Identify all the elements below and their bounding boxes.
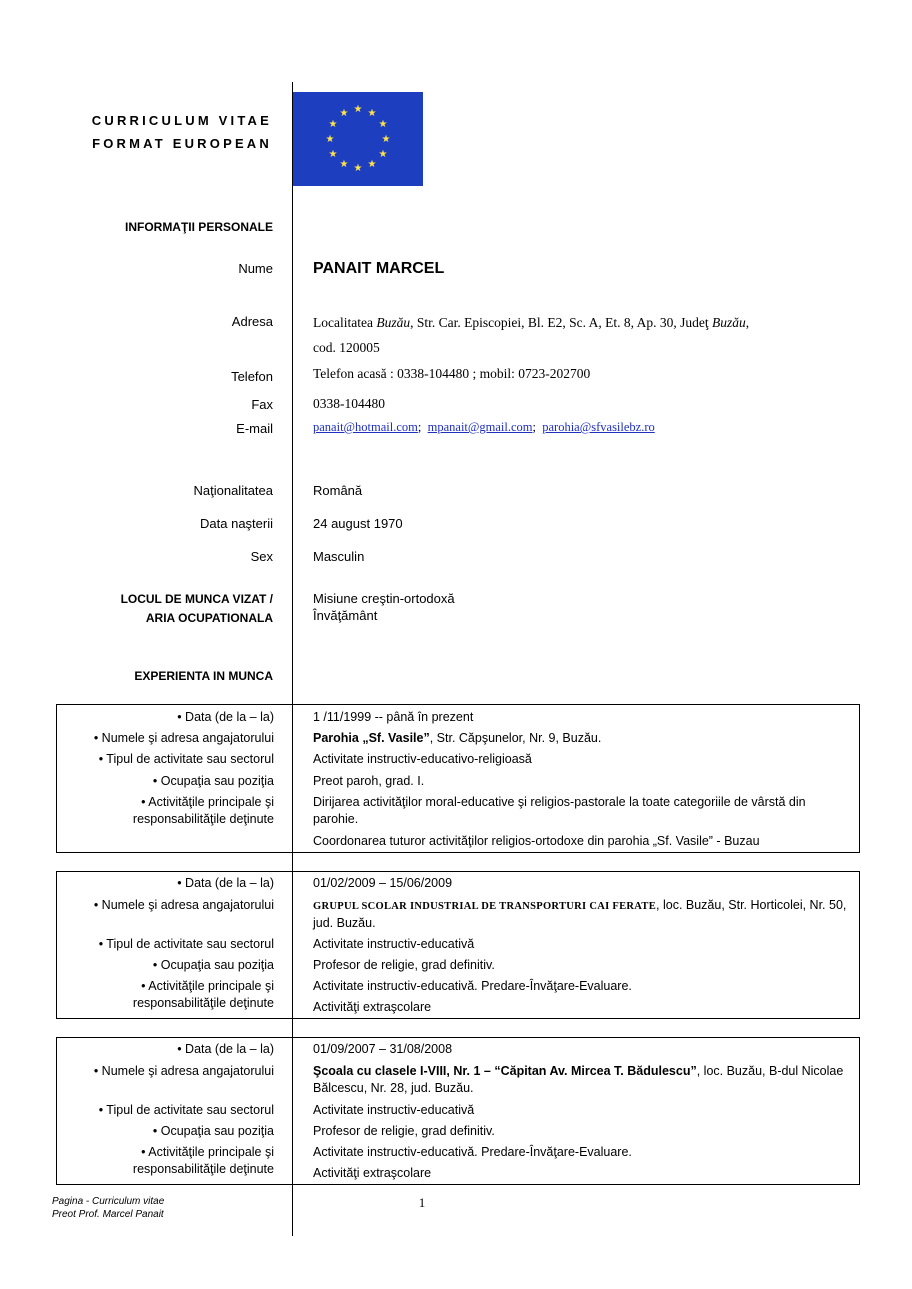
position-label: • Ocupaţia sau poziţia bbox=[152, 774, 274, 788]
fax-label: Fax bbox=[251, 397, 273, 412]
date-value: 01/09/2007 – 31/08/2008 bbox=[313, 1042, 453, 1056]
date-value: 1 /11/1999 -- până în prezent bbox=[313, 710, 474, 724]
svg-text:★: ★ bbox=[325, 134, 335, 145]
position-label: • Ocupaţia sau poziţia bbox=[152, 1124, 274, 1138]
email-label: E-mail bbox=[236, 421, 273, 436]
position-value: Preot paroh, grad. I. bbox=[313, 774, 425, 788]
nationality-value: Română bbox=[313, 483, 363, 498]
responsibilities-label: • Activităţile principale şi responsabilităţile deţinute bbox=[132, 1145, 274, 1176]
email-link-3[interactable]: parohia@sfvasilebz.ro bbox=[542, 420, 655, 434]
address-label: Adresa bbox=[231, 314, 273, 329]
eu-flag-logo bbox=[293, 92, 423, 186]
page-number: 1 bbox=[418, 1195, 426, 1210]
desired-job-value: Misiune creştin-ortodoxă Învăţământ bbox=[313, 591, 455, 623]
date-label: • Data (de la – la) bbox=[177, 1042, 274, 1056]
employer-value: GRUPUL SCOLAR INDUSTRIAL DE TRANSPORTURI CAI FERATE, loc. Buzău, Str. Horticolei, Nr. 50, jud. Buzău. bbox=[313, 898, 847, 930]
svg-text:★: ★ bbox=[378, 149, 388, 160]
sex-label: Sex bbox=[250, 549, 273, 564]
responsibilities-value-1: Dirijarea activităţilor moral-educative şi religios-pastorale la toate categoriile de vârstă din parohie. bbox=[313, 795, 806, 826]
svg-text:★: ★ bbox=[339, 159, 349, 170]
employer-value: Parohia „Sf. Vasile”, Str. Căpşunelor, Nr. 9, Buzău. bbox=[313, 731, 602, 745]
eu-stars-icon bbox=[293, 92, 423, 186]
position-value: Profesor de religie, grad definitiv. bbox=[313, 958, 495, 972]
type-label: • Tipul de activitate sau sectorul bbox=[98, 937, 274, 951]
responsibilities-value-2: Activităţi extraşcolare bbox=[313, 1000, 432, 1014]
svg-text:★: ★ bbox=[367, 159, 377, 170]
footer-text: Pagina - Curriculum vitae Preot Prof. Marcel Panait bbox=[52, 1196, 165, 1220]
type-value: Activitate instructiv-educativă bbox=[313, 1103, 475, 1117]
responsibilities-label: • Activităţile principale şi responsabilităţile deţinute bbox=[132, 795, 274, 826]
cv-title-line1: CURRICULUM VITAE bbox=[91, 113, 272, 128]
employer-label: • Numele şi adresa angajatorului bbox=[93, 898, 274, 912]
svg-text:★: ★ bbox=[378, 119, 388, 130]
type-label: • Tipul de activitate sau sectorul bbox=[98, 752, 274, 766]
date-value: 01/02/2009 – 15/06/2009 bbox=[313, 876, 453, 890]
section-desired-job: LOCUL DE MUNCA VIZAT / ARIA OCUPATIONALA bbox=[120, 592, 273, 625]
responsibilities-label: • Activităţile principale şi responsabilităţile deţinute bbox=[132, 979, 274, 1010]
responsibilities-value-1: Activitate instructiv-educativă. Predare-Învăţare-Evaluare. bbox=[313, 979, 632, 993]
sex-value: Masculin bbox=[313, 549, 365, 564]
phone-value: Telefon acasă : 0338-104480 ; mobil: 0723-202700 bbox=[313, 366, 591, 381]
experience-entry-2 bbox=[56, 871, 860, 1019]
svg-text:★: ★ bbox=[353, 163, 363, 174]
date-label: • Data (de la – la) bbox=[177, 876, 274, 890]
svg-text:★: ★ bbox=[353, 104, 363, 115]
date-label: • Data (de la – la) bbox=[177, 710, 274, 724]
email-link-2[interactable]: mpanait@gmail.com bbox=[427, 420, 533, 434]
responsibilities-value-1: Activitate instructiv-educativă. Predare-Învăţare-Evaluare. bbox=[313, 1145, 632, 1159]
phone-label: Telefon bbox=[231, 369, 273, 384]
svg-text:★: ★ bbox=[328, 119, 338, 130]
employer-label: • Numele şi adresa angajatorului bbox=[93, 1064, 274, 1078]
type-label: • Tipul de activitate sau sectorul bbox=[98, 1103, 274, 1117]
fax-value: 0338-104480 bbox=[313, 396, 385, 411]
type-value: Activitate instructiv-educativo-religioasă bbox=[313, 752, 532, 766]
svg-text:★: ★ bbox=[328, 149, 338, 160]
section-personal-info: INFORMAŢII PERSONALE bbox=[124, 220, 273, 234]
nationality-label: Naţionalitatea bbox=[193, 483, 273, 498]
email-link-1[interactable]: panait@hotmail.com bbox=[313, 420, 418, 434]
cv-title-line2: FORMAT EUROPEAN bbox=[92, 136, 272, 151]
birthdate-value: 24 august 1970 bbox=[313, 516, 403, 531]
address-value: Localitatea Buzău, Str. Car. Episcopiei, Bl. E2, Sc. A, Et. 8, Ap. 30, Judeţ Buzău, cod. 120005 bbox=[313, 315, 750, 355]
section-work-experience: EXPERIENTA IN MUNCA bbox=[134, 669, 273, 683]
svg-text:★: ★ bbox=[339, 108, 349, 119]
responsibilities-value-2: Coordonarea tuturor activităţilor religios-ortodoxe din parohia „Sf. Vasile” - Buzau bbox=[313, 834, 760, 848]
employer-label: • Numele şi adresa angajatorului bbox=[93, 731, 274, 745]
employer-value: Şcoala cu clasele I-VIII, Nr. 1 – “Căpitan Av. Mircea T. Bădulescu”, loc. Buzău, B-dul Nicolae Bălcescu, Nr. 28, jud. Buzău. bbox=[313, 1064, 844, 1095]
email-value: panait@hotmail.com; mpanait@gmail.com; parohia@sfvasilebz.ro bbox=[313, 420, 655, 434]
svg-text:★: ★ bbox=[381, 134, 391, 145]
experience-entry-1 bbox=[56, 704, 860, 853]
experience-entry-3 bbox=[56, 1037, 860, 1185]
name-label: Nume bbox=[238, 261, 273, 276]
name-value: PANAIT MARCEL bbox=[313, 260, 445, 277]
svg-text:★: ★ bbox=[367, 108, 377, 119]
birthdate-label: Data naşterii bbox=[200, 516, 273, 531]
position-label: • Ocupaţia sau poziţia bbox=[152, 958, 274, 972]
responsibilities-value-2: Activităţi extraşcolare bbox=[313, 1166, 432, 1180]
position-value: Profesor de religie, grad definitiv. bbox=[313, 1124, 495, 1138]
type-value: Activitate instructiv-educativă bbox=[313, 937, 475, 951]
